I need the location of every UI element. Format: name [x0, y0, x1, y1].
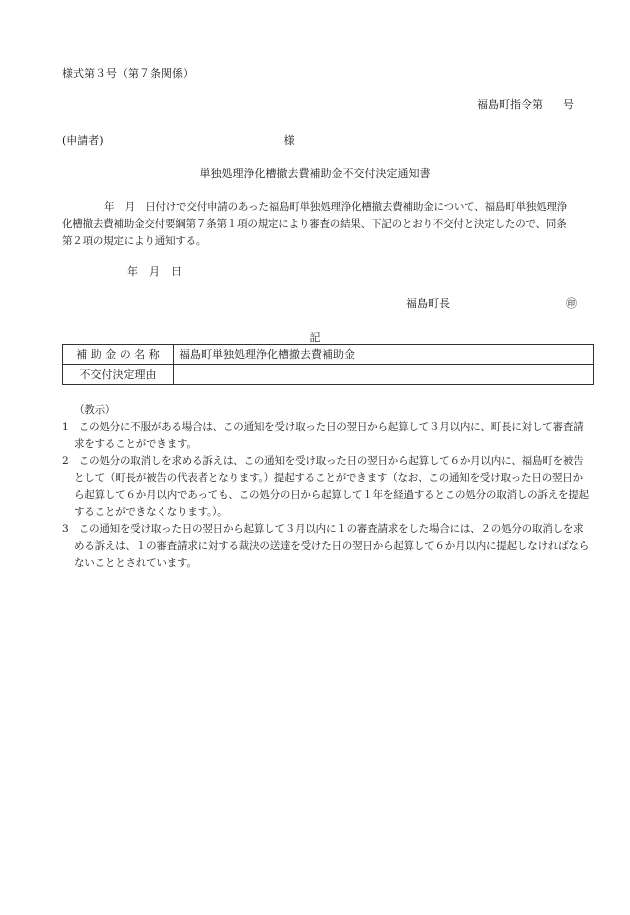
applicant-label: (申請者)	[62, 134, 104, 147]
seal-mark: ㊞	[566, 297, 577, 310]
applicant-honorific: 様	[283, 134, 295, 147]
notice-item: 3 この通知を受け取った日の翌日から起算して３月以内に１の審査請求をした場合には、２の処分の取消しを求める訴えは、１の審査請求に対する裁決の送達を受けた日の翌日から起算して６か月以内に提起しなければならないこととされています。	[62, 523, 589, 569]
document-title: 単独処理浄化槽撤去費補助金不交付決定通知書	[199, 167, 431, 180]
ki-heading: 記	[309, 331, 321, 344]
table-row	[63, 365, 594, 385]
issue-date: 年 月 日	[127, 265, 182, 278]
info-table	[62, 344, 594, 385]
notice-item: 2 この処分の取消しを求める訴えは、この通知を受け取った日の翌日から起算して６か月以内に、福島町を被告として（町長が被告の代表者となります。）提起することができます（なお、この通知を受け取った日の翌日から起算して６か月以内であっても、この処分の日から起算して１年を経過するとこの処分の取消しの訴えを提起することができなくなります。）。	[62, 455, 589, 518]
applicant-line	[62, 133, 295, 150]
notice-item: 1 この処分に不服がある場合は、この通知を受け取った日の翌日から起算して３月以内に、町長に対して審査請求をすることができます。	[62, 421, 584, 450]
mayor-name: 福島町長	[406, 297, 450, 310]
document-number-prefix: 福島町指令第	[477, 98, 543, 111]
body-text: 年 月 日付けで交付申請のあった福島町単独処理浄化槽撤去費補助金について、福島町単独処理浄化槽撤去費補助金交付要綱第７条第１項の規定により審査の結果、下記のとおり不交付と決定したので、同条第２項の規定により通知する。	[62, 201, 567, 247]
notice-title: （教示）	[74, 404, 116, 416]
document-number-suffix: 号	[563, 98, 574, 111]
table-row	[63, 345, 594, 365]
table-cell-value: 福島町単独処理浄化槽撤去費補助金	[174, 345, 594, 365]
table-cell-label: 不交付決定理由	[63, 365, 174, 385]
table-cell-value	[174, 365, 594, 385]
table-cell-label: 補 助 金 の 名 称	[63, 345, 174, 365]
form-label: 様式第３号（第７条関係）	[62, 67, 194, 80]
document-number	[477, 97, 574, 114]
notice-section	[62, 402, 592, 572]
